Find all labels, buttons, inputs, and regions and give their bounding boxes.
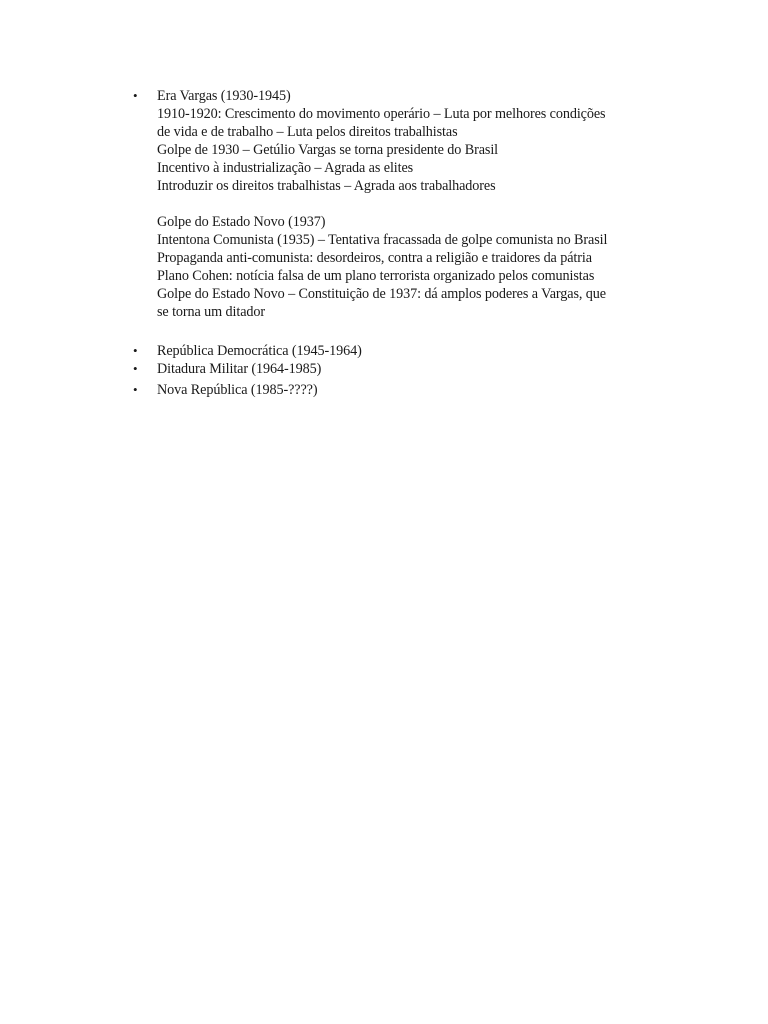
list-item-republica-democratica [133, 342, 677, 360]
bullet: • [133, 382, 138, 397]
text-line: Incentivo à industrialização – Agrada as elites [157, 160, 414, 176]
text-line: se torna um ditador [157, 304, 266, 320]
text-line: de vida e de trabalho – Luta pelos direitos trabalhistas [157, 124, 458, 140]
paragraph-gap [157, 195, 677, 213]
text-line: Propaganda anti-comunista: desordeiros, contra a religião e traidores da pátria [157, 250, 592, 266]
item-title: Nova República (1985-????) [157, 382, 318, 398]
bullet: • [133, 88, 138, 103]
bullet: • [133, 343, 138, 358]
text-line: 1910-1920: Crescimento do movimento operário – Luta por melhores condições [157, 106, 606, 122]
list-item-ditadura-militar [133, 360, 677, 378]
item-title: Ditadura Militar (1964-1985) [157, 361, 322, 377]
text-line: Introduzir os direitos trabalhistas – Agrada aos trabalhadores [157, 178, 496, 194]
list-item-nova-republica [133, 381, 677, 399]
text-line: Intentona Comunista (1935) – Tentativa fracassada de golpe comunista no Brasil [157, 232, 608, 248]
bullet: • [133, 361, 138, 376]
item-title: Era Vargas (1930-1945) [157, 88, 291, 104]
section-heading: Golpe do Estado Novo (1937) [157, 214, 326, 230]
text-line: Golpe de 1930 – Getúlio Vargas se torna presidente do Brasil [157, 142, 498, 158]
text-line: Plano Cohen: notícia falsa de um plano terrorista organizado pelos comunistas [157, 268, 595, 284]
item-title: República Democrática (1945-1964) [157, 343, 362, 359]
list-item-era-vargas [133, 87, 677, 321]
text-line: Golpe do Estado Novo – Constituição de 1937: dá amplos poderes a Vargas, que [157, 286, 606, 302]
